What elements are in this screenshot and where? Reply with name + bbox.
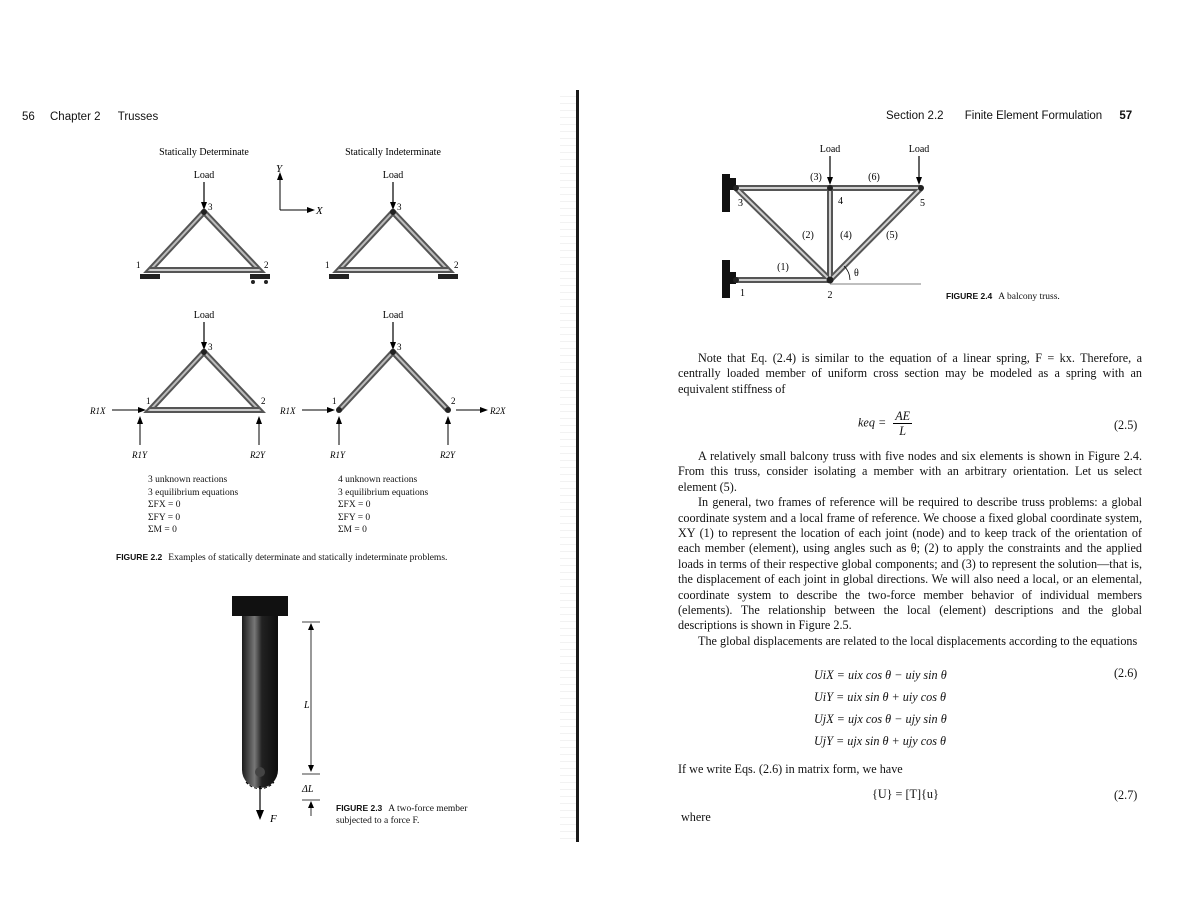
truss-indeterminate-supported <box>325 170 459 279</box>
node-1-label: 1 <box>136 260 141 270</box>
element-3-label: (3) <box>810 172 822 183</box>
r2y-label: R2Y <box>440 450 456 460</box>
caption-label: FIGURE 2.4 <box>946 291 993 301</box>
caption-text: A balcony truss. <box>998 292 1060 302</box>
paragraph-1 <box>678 351 1142 397</box>
truss-determinate-supported <box>136 170 270 284</box>
node-2-label: 2 <box>264 260 269 270</box>
force-label: F <box>270 813 277 825</box>
load-label: Load <box>382 170 404 181</box>
length-label: L <box>304 700 310 711</box>
equation-lhs: keq = <box>858 415 887 430</box>
paragraph-text: Note that Eq. (2.4) is similar to the equation of a linear spring, F = kx. Therefore, a centrally loaded member of uniform cross section may be modeled as a spring with an equivalent stiffness of <box>678 351 1142 396</box>
node-3-label: 3 <box>208 342 213 352</box>
list-item: 3 unknown reactions <box>148 475 228 485</box>
element-2-label: (2) <box>802 230 814 241</box>
list-item: ΣM = 0 <box>148 525 177 535</box>
delta-length-label: ΔL <box>302 784 314 795</box>
load-left-label: Load <box>819 144 841 155</box>
fig22-label-determinate: Statically Determinate <box>159 147 249 158</box>
equation-line: UiY = uix sin θ + uiy cos θ <box>814 690 947 704</box>
figure-2-4-diagram <box>716 138 936 306</box>
element-5-label: (5) <box>886 230 898 241</box>
equation-2-7-number: (2.7) <box>1114 788 1138 802</box>
load-right-label: Load <box>908 144 930 155</box>
node-3-label: 3 <box>397 342 402 352</box>
list-item: 4 unknown reactions <box>338 475 418 485</box>
list-item: ΣFX = 0 <box>148 500 181 510</box>
r1y-label: R1Y <box>330 450 346 460</box>
determinate-list <box>148 474 238 537</box>
list-item: ΣM = 0 <box>338 525 367 535</box>
list-item: ΣFX = 0 <box>338 500 371 510</box>
indeterminate-list <box>338 474 428 537</box>
figure-2-3-diagram <box>220 590 340 830</box>
node-3-label: 3 <box>208 202 213 212</box>
paragraph-text: In general, two frames of reference will be required to describe truss problems: a global coordinate system and a local frame of reference. We choose a fixed global coordinate system, XY (1) to represent the location of each joint (node) and to keep track of the orientation of each member (element), using angles such as θ; (2) to apply the constraints and the applied loads in terms of their respective global components; and (3) to represent the solution—that is, the displacement of each joint in global directions. We will also need a local, or an elemental, coordinate system to describe the two-force member behavior of individual members (elements). The relationship between the local (element) descriptions and the global descriptions is shown in Figure 2.5. <box>678 495 1142 633</box>
equation-2-5-number: (2.5) <box>1114 418 1138 432</box>
load-label: Load <box>382 310 404 321</box>
element-6-label: (6) <box>868 172 880 183</box>
fbd-indeterminate <box>279 310 506 460</box>
node-1-label: 1 <box>325 260 330 270</box>
element-1-label: (1) <box>777 262 789 273</box>
axis-x-label: X <box>316 205 323 217</box>
node-2-label: 2 <box>451 396 456 406</box>
caption-text: subjected to a force F. <box>336 816 420 826</box>
caption-label: FIGURE 2.3 <box>336 803 383 813</box>
caption-label: FIGURE 2.2 <box>116 552 163 562</box>
r1x-label: R1X <box>90 406 106 416</box>
axis-y-label: Y <box>276 163 283 175</box>
node-3-label: 3 <box>397 202 402 212</box>
paragraph-text: The global displacements are related to the local displacements according to the equations <box>698 633 1138 648</box>
chapter-label: Chapter 2 <box>50 111 101 123</box>
section-label: Section 2.2 <box>886 110 944 122</box>
paragraph-text: A relatively small balcony truss with five nodes and six elements is shown in Figure 2.4. From this truss, consider isolating a member with an arbitrary orientation. Let us select element (5). <box>678 449 1142 494</box>
global-axis <box>276 163 324 217</box>
list-item: 3 equilibrium equations <box>148 487 239 498</box>
binding-gutter <box>576 90 579 842</box>
equation-line: UiX = uix cos θ − uiy sin θ <box>814 668 947 682</box>
gutter-shadow <box>560 90 576 842</box>
element-4-label: (4) <box>840 230 852 241</box>
caption-text: A two-force member <box>388 804 468 814</box>
equation-line: UjX = ujx cos θ − ujy sin θ <box>814 712 947 726</box>
paragraph-5: If we write Eqs. (2.6) in matrix form, we have <box>678 762 903 776</box>
theta-label: θ <box>854 268 859 279</box>
paragraph-6: where <box>681 810 711 824</box>
node-2-label: 2 <box>827 290 833 301</box>
r2y-label: R2Y <box>250 450 266 460</box>
list-item: 3 equilibrium equations <box>338 487 429 498</box>
chapter-title: Trusses <box>117 111 159 123</box>
r1y-label: R1Y <box>132 450 148 460</box>
figure-2-3-caption <box>336 802 467 827</box>
r1x-label: R1X <box>280 406 296 416</box>
equation-2-5 <box>858 409 912 438</box>
fbd-determinate <box>89 310 266 460</box>
list-item: ΣFY = 0 <box>338 512 371 523</box>
figure-2-4-caption <box>946 291 1060 302</box>
load-label: Load <box>193 170 215 181</box>
equation-2-6-number: (2.6) <box>1114 666 1138 680</box>
node-3-label: 3 <box>738 198 743 209</box>
paragraph-2 <box>678 449 1142 649</box>
node-4-label: 4 <box>838 196 843 207</box>
equation-2-7: {U} = [T]{u} <box>872 787 939 801</box>
r2x-label: R2X <box>490 406 506 416</box>
node-1-label: 1 <box>332 396 337 406</box>
left-page-number: 56 <box>22 111 35 123</box>
equation-denominator: L <box>899 424 907 438</box>
node-1-label: 1 <box>740 288 745 299</box>
list-item: ΣFY = 0 <box>148 512 181 523</box>
equation-2-6 <box>814 664 947 752</box>
left-running-header <box>22 111 158 123</box>
equation-numerator: AE <box>895 409 911 423</box>
node-2-label: 2 <box>261 396 266 406</box>
node-5-label: 5 <box>920 198 925 209</box>
fig22-label-indeterminate: Statically Indeterminate <box>345 147 441 158</box>
equation-line: UjY = ujx sin θ + ujy cos θ <box>814 734 947 748</box>
right-page-number: 57 <box>1119 110 1133 122</box>
right-running-header <box>886 110 1132 122</box>
caption-text: Examples of statically determinate and statically indeterminate problems. <box>168 553 448 563</box>
figure-2-2-caption <box>116 552 447 563</box>
section-title: Finite Element Formulation <box>964 110 1103 122</box>
load-label: Load <box>193 310 215 321</box>
figure-2-2-diagram <box>80 140 560 470</box>
node-1-label: 1 <box>146 396 151 406</box>
node-2-label: 2 <box>454 260 459 270</box>
